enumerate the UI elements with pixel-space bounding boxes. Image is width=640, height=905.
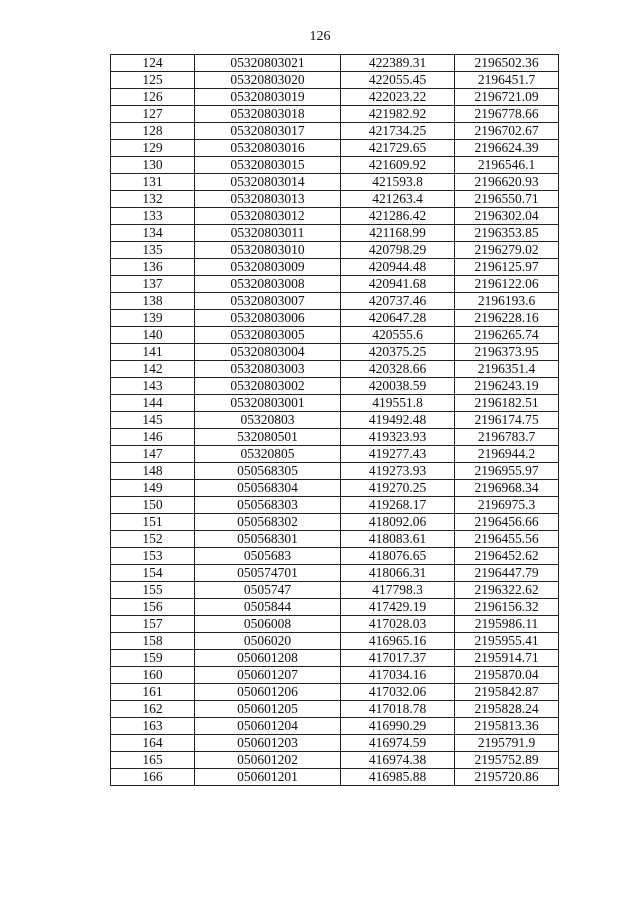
point-code-cell: 050568301 bbox=[195, 531, 341, 548]
point-code-cell: 0505844 bbox=[195, 599, 341, 616]
table-row bbox=[111, 157, 559, 174]
point-code-cell: 0505683 bbox=[195, 548, 341, 565]
point-code-cell: 050601207 bbox=[195, 667, 341, 684]
x-coordinate-cell: 420038.59 bbox=[341, 378, 455, 395]
y-coordinate-cell: 2195828.24 bbox=[455, 701, 559, 718]
point-code-cell: 05320803007 bbox=[195, 293, 341, 310]
table-row bbox=[111, 684, 559, 701]
point-code-cell: 05320803003 bbox=[195, 361, 341, 378]
x-coordinate-cell: 420328.66 bbox=[341, 361, 455, 378]
table-row bbox=[111, 89, 559, 106]
point-code-cell: 05320803014 bbox=[195, 174, 341, 191]
point-code-cell: 532080501 bbox=[195, 429, 341, 446]
x-coordinate-cell: 418092.06 bbox=[341, 514, 455, 531]
table-row bbox=[111, 582, 559, 599]
y-coordinate-cell: 2196228.16 bbox=[455, 310, 559, 327]
point-code-cell: 05320803011 bbox=[195, 225, 341, 242]
table-row bbox=[111, 616, 559, 633]
point-code-cell: 050601202 bbox=[195, 752, 341, 769]
table-row bbox=[111, 701, 559, 718]
point-code-cell: 050568305 bbox=[195, 463, 341, 480]
x-coordinate-cell: 421982.92 bbox=[341, 106, 455, 123]
row-number-cell: 158 bbox=[111, 633, 195, 650]
table-row bbox=[111, 72, 559, 89]
row-number-cell: 164 bbox=[111, 735, 195, 752]
x-coordinate-cell: 421168.99 bbox=[341, 225, 455, 242]
row-number-cell: 142 bbox=[111, 361, 195, 378]
y-coordinate-cell: 2196279.02 bbox=[455, 242, 559, 259]
point-code-cell: 05320803020 bbox=[195, 72, 341, 89]
x-coordinate-cell: 421263.4 bbox=[341, 191, 455, 208]
row-number-cell: 139 bbox=[111, 310, 195, 327]
point-code-cell: 0506008 bbox=[195, 616, 341, 633]
x-coordinate-cell: 416990.29 bbox=[341, 718, 455, 735]
y-coordinate-cell: 2196156.32 bbox=[455, 599, 559, 616]
x-coordinate-cell: 422055.45 bbox=[341, 72, 455, 89]
point-code-cell: 05320803004 bbox=[195, 344, 341, 361]
y-coordinate-cell: 2196783.7 bbox=[455, 429, 559, 446]
table-row bbox=[111, 752, 559, 769]
row-number-cell: 128 bbox=[111, 123, 195, 140]
row-number-cell: 146 bbox=[111, 429, 195, 446]
row-number-cell: 150 bbox=[111, 497, 195, 514]
row-number-cell: 152 bbox=[111, 531, 195, 548]
table-row bbox=[111, 123, 559, 140]
y-coordinate-cell: 2196193.6 bbox=[455, 293, 559, 310]
y-coordinate-cell: 2196182.51 bbox=[455, 395, 559, 412]
page-number: 126 bbox=[309, 29, 331, 44]
x-coordinate-cell: 422023.22 bbox=[341, 89, 455, 106]
table-row bbox=[111, 412, 559, 429]
row-number-cell: 162 bbox=[111, 701, 195, 718]
table-row bbox=[111, 327, 559, 344]
table-row bbox=[111, 208, 559, 225]
row-number-cell: 141 bbox=[111, 344, 195, 361]
table-row bbox=[111, 344, 559, 361]
x-coordinate-cell: 420941.68 bbox=[341, 276, 455, 293]
y-coordinate-cell: 2196451.7 bbox=[455, 72, 559, 89]
y-coordinate-cell: 2196702.67 bbox=[455, 123, 559, 140]
table-row bbox=[111, 174, 559, 191]
row-number-cell: 145 bbox=[111, 412, 195, 429]
y-coordinate-cell: 2196721.09 bbox=[455, 89, 559, 106]
row-number-cell: 133 bbox=[111, 208, 195, 225]
row-number-cell: 165 bbox=[111, 752, 195, 769]
table-row bbox=[111, 718, 559, 735]
y-coordinate-cell: 2195842.87 bbox=[455, 684, 559, 701]
table-row bbox=[111, 667, 559, 684]
y-coordinate-cell: 2196502.36 bbox=[455, 55, 559, 72]
row-number-cell: 136 bbox=[111, 259, 195, 276]
row-number-cell: 166 bbox=[111, 769, 195, 786]
point-code-cell: 050601204 bbox=[195, 718, 341, 735]
y-coordinate-cell: 2196624.39 bbox=[455, 140, 559, 157]
row-number-cell: 132 bbox=[111, 191, 195, 208]
point-code-cell: 05320803017 bbox=[195, 123, 341, 140]
x-coordinate-cell: 420375.25 bbox=[341, 344, 455, 361]
y-coordinate-cell: 2196373.95 bbox=[455, 344, 559, 361]
row-number-cell: 143 bbox=[111, 378, 195, 395]
table-row bbox=[111, 633, 559, 650]
row-number-cell: 161 bbox=[111, 684, 195, 701]
point-code-cell: 050574701 bbox=[195, 565, 341, 582]
point-code-cell: 050601201 bbox=[195, 769, 341, 786]
table-row bbox=[111, 735, 559, 752]
row-number-cell: 156 bbox=[111, 599, 195, 616]
x-coordinate-cell: 421593.8 bbox=[341, 174, 455, 191]
table-row bbox=[111, 599, 559, 616]
y-coordinate-cell: 2196125.97 bbox=[455, 259, 559, 276]
row-number-cell: 160 bbox=[111, 667, 195, 684]
x-coordinate-cell: 421286.42 bbox=[341, 208, 455, 225]
y-coordinate-cell: 2196353.85 bbox=[455, 225, 559, 242]
point-code-cell: 050601206 bbox=[195, 684, 341, 701]
row-number-cell: 129 bbox=[111, 140, 195, 157]
x-coordinate-cell: 417018.78 bbox=[341, 701, 455, 718]
point-code-cell: 05320803002 bbox=[195, 378, 341, 395]
row-number-cell: 137 bbox=[111, 276, 195, 293]
table-row bbox=[111, 106, 559, 123]
y-coordinate-cell: 2196620.93 bbox=[455, 174, 559, 191]
table-row bbox=[111, 55, 559, 72]
x-coordinate-cell: 419268.17 bbox=[341, 497, 455, 514]
x-coordinate-cell: 418076.65 bbox=[341, 548, 455, 565]
row-number-cell: 151 bbox=[111, 514, 195, 531]
table-row bbox=[111, 531, 559, 548]
point-code-cell: 05320803012 bbox=[195, 208, 341, 225]
row-number-cell: 147 bbox=[111, 446, 195, 463]
y-coordinate-cell: 2196778.66 bbox=[455, 106, 559, 123]
table-row bbox=[111, 293, 559, 310]
x-coordinate-cell: 419492.48 bbox=[341, 412, 455, 429]
row-number-cell: 134 bbox=[111, 225, 195, 242]
x-coordinate-cell: 417798.3 bbox=[341, 582, 455, 599]
x-coordinate-cell: 420737.46 bbox=[341, 293, 455, 310]
x-coordinate-cell: 416985.88 bbox=[341, 769, 455, 786]
row-number-cell: 153 bbox=[111, 548, 195, 565]
table-row bbox=[111, 480, 559, 497]
point-code-cell: 050601208 bbox=[195, 650, 341, 667]
point-code-cell: 05320803010 bbox=[195, 242, 341, 259]
y-coordinate-cell: 2195813.36 bbox=[455, 718, 559, 735]
x-coordinate-cell: 417429.19 bbox=[341, 599, 455, 616]
point-code-cell: 05320803018 bbox=[195, 106, 341, 123]
y-coordinate-cell: 2196546.1 bbox=[455, 157, 559, 174]
table-row bbox=[111, 429, 559, 446]
y-coordinate-cell: 2196452.62 bbox=[455, 548, 559, 565]
x-coordinate-cell: 418066.31 bbox=[341, 565, 455, 582]
table-row bbox=[111, 276, 559, 293]
table-row bbox=[111, 497, 559, 514]
row-number-cell: 125 bbox=[111, 72, 195, 89]
table-row bbox=[111, 225, 559, 242]
x-coordinate-cell: 417034.16 bbox=[341, 667, 455, 684]
x-coordinate-cell: 416974.59 bbox=[341, 735, 455, 752]
row-number-cell: 127 bbox=[111, 106, 195, 123]
y-coordinate-cell: 2196122.06 bbox=[455, 276, 559, 293]
point-code-cell: 0505747 bbox=[195, 582, 341, 599]
point-code-cell: 0506020 bbox=[195, 633, 341, 650]
row-number-cell: 155 bbox=[111, 582, 195, 599]
x-coordinate-cell: 419270.25 bbox=[341, 480, 455, 497]
row-number-cell: 126 bbox=[111, 89, 195, 106]
point-code-cell: 05320803015 bbox=[195, 157, 341, 174]
y-coordinate-cell: 2196968.34 bbox=[455, 480, 559, 497]
y-coordinate-cell: 2196455.56 bbox=[455, 531, 559, 548]
coordinate-table bbox=[110, 54, 559, 786]
point-code-cell: 05320805 bbox=[195, 446, 341, 463]
x-coordinate-cell: 418083.61 bbox=[341, 531, 455, 548]
table-row bbox=[111, 548, 559, 565]
x-coordinate-cell: 421729.65 bbox=[341, 140, 455, 157]
x-coordinate-cell: 420647.28 bbox=[341, 310, 455, 327]
point-code-cell: 050601203 bbox=[195, 735, 341, 752]
y-coordinate-cell: 2195870.04 bbox=[455, 667, 559, 684]
row-number-cell: 163 bbox=[111, 718, 195, 735]
point-code-cell: 05320803021 bbox=[195, 55, 341, 72]
table-row bbox=[111, 514, 559, 531]
x-coordinate-cell: 422389.31 bbox=[341, 55, 455, 72]
y-coordinate-cell: 2196243.19 bbox=[455, 378, 559, 395]
row-number-cell: 131 bbox=[111, 174, 195, 191]
table-row bbox=[111, 242, 559, 259]
point-code-cell: 05320803006 bbox=[195, 310, 341, 327]
y-coordinate-cell: 2195914.71 bbox=[455, 650, 559, 667]
x-coordinate-cell: 420944.48 bbox=[341, 259, 455, 276]
table-row bbox=[111, 361, 559, 378]
row-number-cell: 154 bbox=[111, 565, 195, 582]
x-coordinate-cell: 417032.06 bbox=[341, 684, 455, 701]
y-coordinate-cell: 2195791.9 bbox=[455, 735, 559, 752]
y-coordinate-cell: 2196955.97 bbox=[455, 463, 559, 480]
x-coordinate-cell: 419277.43 bbox=[341, 446, 455, 463]
x-coordinate-cell: 417017.37 bbox=[341, 650, 455, 667]
point-code-cell: 050568304 bbox=[195, 480, 341, 497]
y-coordinate-cell: 2196265.74 bbox=[455, 327, 559, 344]
row-number-cell: 130 bbox=[111, 157, 195, 174]
y-coordinate-cell: 2195752.89 bbox=[455, 752, 559, 769]
x-coordinate-cell: 419273.93 bbox=[341, 463, 455, 480]
point-code-cell: 05320803013 bbox=[195, 191, 341, 208]
table-row bbox=[111, 565, 559, 582]
point-code-cell: 05320803005 bbox=[195, 327, 341, 344]
row-number-cell: 157 bbox=[111, 616, 195, 633]
row-number-cell: 140 bbox=[111, 327, 195, 344]
point-code-cell: 05320803019 bbox=[195, 89, 341, 106]
x-coordinate-cell: 420798.29 bbox=[341, 242, 455, 259]
row-number-cell: 148 bbox=[111, 463, 195, 480]
point-code-cell: 05320803009 bbox=[195, 259, 341, 276]
table-row bbox=[111, 310, 559, 327]
y-coordinate-cell: 2196447.79 bbox=[455, 565, 559, 582]
y-coordinate-cell: 2195720.86 bbox=[455, 769, 559, 786]
y-coordinate-cell: 2195955.41 bbox=[455, 633, 559, 650]
table-row bbox=[111, 650, 559, 667]
point-code-cell: 050568302 bbox=[195, 514, 341, 531]
table-row bbox=[111, 395, 559, 412]
x-coordinate-cell: 421609.92 bbox=[341, 157, 455, 174]
point-code-cell: 050568303 bbox=[195, 497, 341, 514]
x-coordinate-cell: 420555.6 bbox=[341, 327, 455, 344]
x-coordinate-cell: 416974.38 bbox=[341, 752, 455, 769]
point-code-cell: 050601205 bbox=[195, 701, 341, 718]
row-number-cell: 144 bbox=[111, 395, 195, 412]
table-row bbox=[111, 259, 559, 276]
table-body bbox=[111, 55, 559, 786]
table-row bbox=[111, 463, 559, 480]
x-coordinate-cell: 419551.8 bbox=[341, 395, 455, 412]
y-coordinate-cell: 2196322.62 bbox=[455, 582, 559, 599]
point-code-cell: 05320803016 bbox=[195, 140, 341, 157]
y-coordinate-cell: 2196174.75 bbox=[455, 412, 559, 429]
y-coordinate-cell: 2196456.66 bbox=[455, 514, 559, 531]
y-coordinate-cell: 2196550.71 bbox=[455, 191, 559, 208]
point-code-cell: 05320803008 bbox=[195, 276, 341, 293]
y-coordinate-cell: 2196944.2 bbox=[455, 446, 559, 463]
table-row bbox=[111, 140, 559, 157]
y-coordinate-cell: 2196975.3 bbox=[455, 497, 559, 514]
x-coordinate-cell: 419323.93 bbox=[341, 429, 455, 446]
y-coordinate-cell: 2196351.4 bbox=[455, 361, 559, 378]
row-number-cell: 138 bbox=[111, 293, 195, 310]
table-row bbox=[111, 769, 559, 786]
row-number-cell: 159 bbox=[111, 650, 195, 667]
table-row bbox=[111, 378, 559, 395]
table-row bbox=[111, 191, 559, 208]
x-coordinate-cell: 417028.03 bbox=[341, 616, 455, 633]
point-code-cell: 05320803001 bbox=[195, 395, 341, 412]
x-coordinate-cell: 416965.16 bbox=[341, 633, 455, 650]
x-coordinate-cell: 421734.25 bbox=[341, 123, 455, 140]
row-number-cell: 135 bbox=[111, 242, 195, 259]
y-coordinate-cell: 2195986.11 bbox=[455, 616, 559, 633]
y-coordinate-cell: 2196302.04 bbox=[455, 208, 559, 225]
point-code-cell: 05320803 bbox=[195, 412, 341, 429]
table-row bbox=[111, 446, 559, 463]
row-number-cell: 149 bbox=[111, 480, 195, 497]
row-number-cell: 124 bbox=[111, 55, 195, 72]
